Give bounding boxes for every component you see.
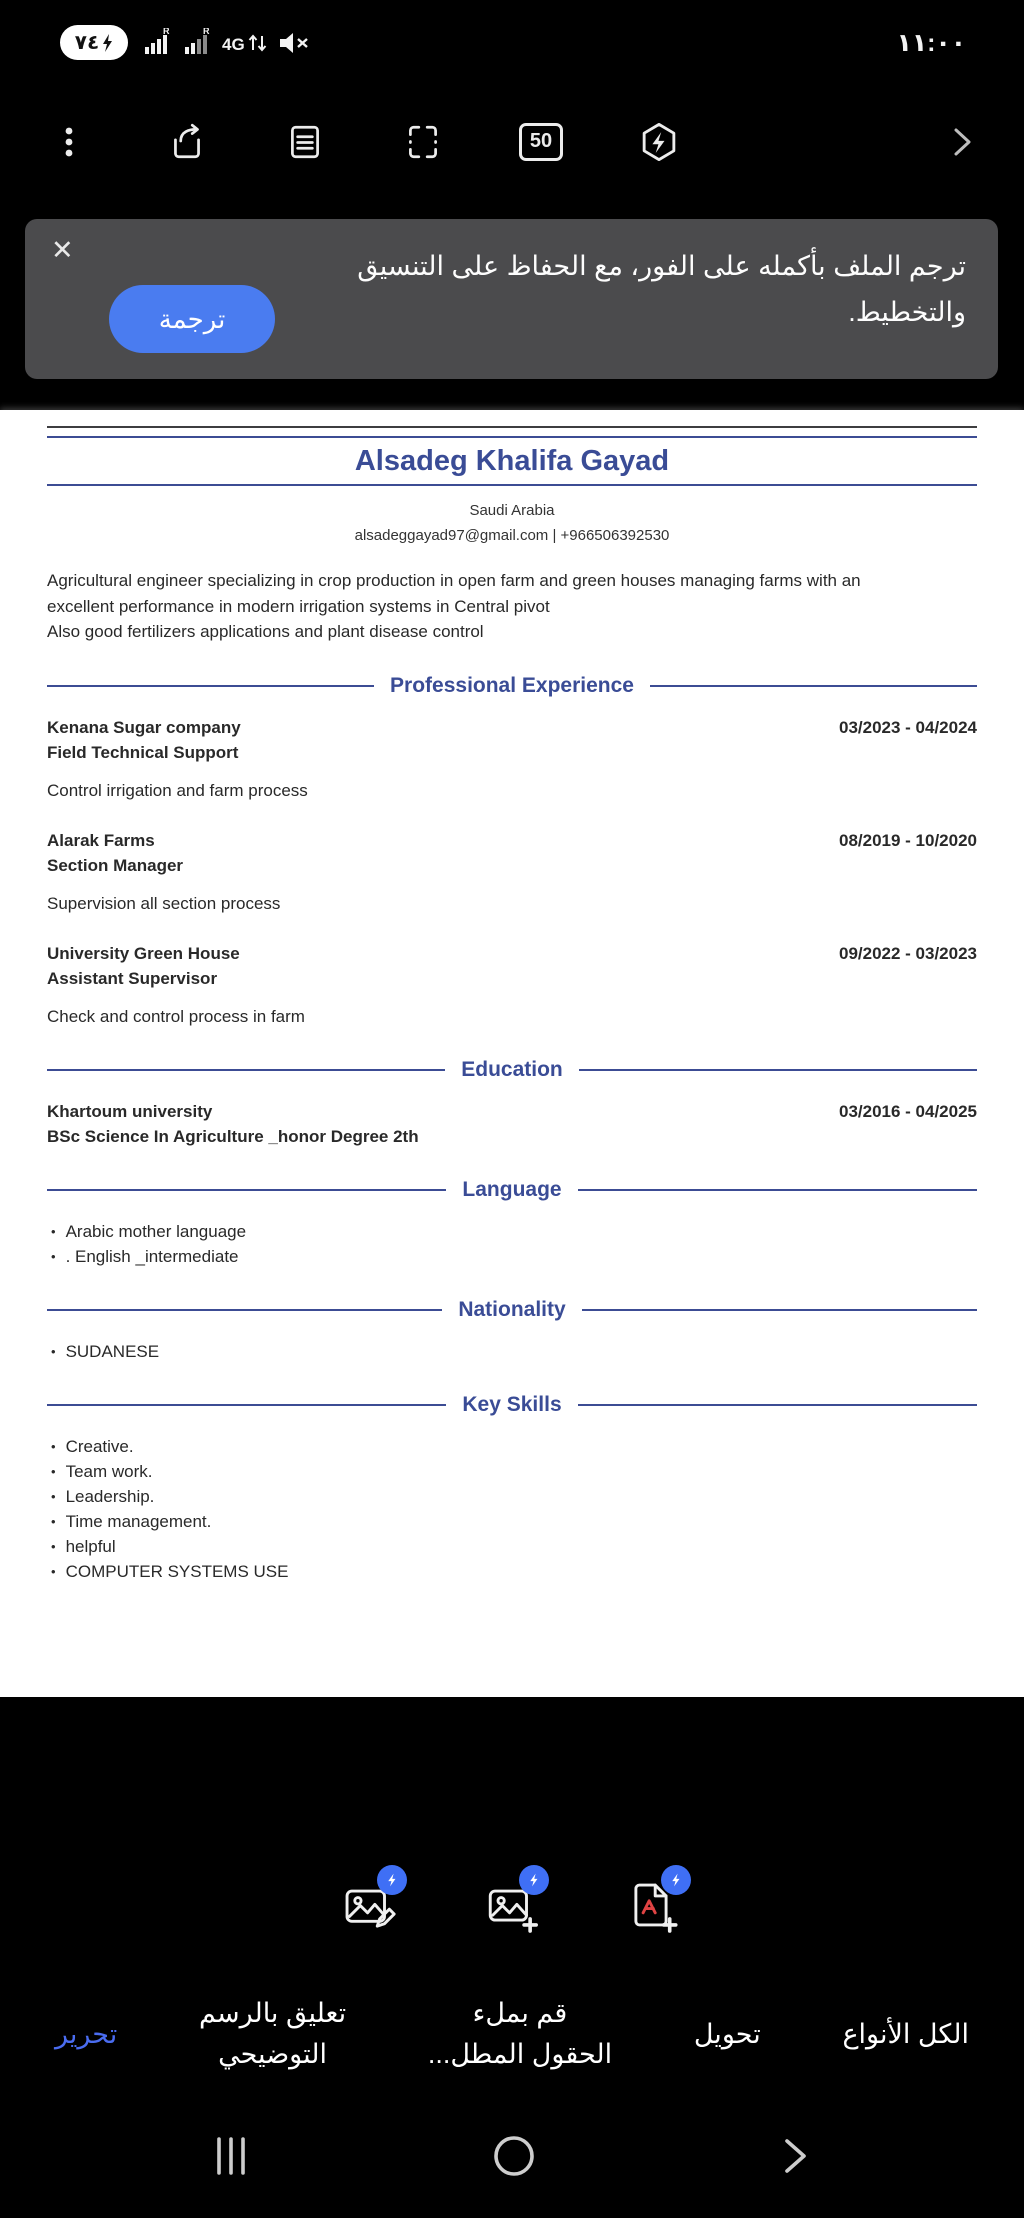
resume-summary: Agricultural engineer specializing in crop production in open farm and green houses managing farms with an excellent performance in modern irrigation systems in Central pivot Also good fertilizers applications and plant disease control (47, 571, 861, 641)
ai-hexagon-bolt-icon[interactable] (637, 120, 681, 164)
annotate-image-icon[interactable] (341, 1879, 399, 1937)
entry-dates: 03/2023 - 04/2024 (838, 717, 977, 737)
top-toolbar (0, 85, 1024, 198)
home-icon[interactable] (491, 2133, 537, 2184)
mobile-view-icon[interactable] (283, 120, 327, 164)
translate-button[interactable]: ترجمة (109, 285, 275, 353)
clock: ١١:٠٠ (896, 28, 966, 57)
document-page[interactable] (0, 410, 1024, 1697)
svg-text:R: R (203, 27, 210, 36)
resume-location: Saudi Arabia (469, 502, 555, 519)
tab-convert[interactable]: تحويل (693, 2018, 761, 2049)
list-item: • Time management. (51, 1511, 212, 1531)
entry-company: University Green House (47, 943, 240, 963)
section-heading-skills: Key Skills (47, 1390, 977, 1420)
entry-company: Kenana Sugar company (47, 717, 241, 737)
section-heading-education: Education (47, 1055, 977, 1085)
recent-apps-icon[interactable] (208, 2133, 254, 2184)
page-top-rule (47, 426, 977, 428)
entry-role: Section Manager (47, 855, 184, 875)
status-bar (0, 0, 1024, 85)
overflow-menu-icon[interactable] (47, 120, 91, 164)
network-4g-icon (222, 28, 268, 58)
tooltip-message: ترجم الملف بأكمله على الفور، مع الحفاظ على التنسيق والتخطيط. (357, 251, 966, 327)
section-heading-experience: Professional Experience (47, 671, 977, 701)
list-item: • Leadership. (51, 1486, 155, 1506)
signal-roaming-icon-2 (182, 28, 212, 58)
bottom-tabs (0, 1979, 1024, 2089)
list-item: • Arabic mother language (51, 1221, 247, 1241)
entry-company: Alarak Farms (47, 830, 155, 850)
more-tools-chevron-icon[interactable] (940, 120, 984, 164)
resume-header (47, 436, 977, 486)
entry-description: Supervision all section process (47, 893, 281, 913)
entry-description: Control irrigation and farm process (47, 780, 308, 800)
close-icon[interactable]: ✕ (51, 235, 74, 265)
resume-contact: alsadeggayad97@gmail.com | +966506392530 (354, 527, 670, 544)
entry-role: Assistant Supervisor (47, 968, 218, 988)
tab-annotate[interactable]: تعليق بالرسم التوضيحي (198, 1998, 347, 2069)
entry-degree: BSc Science In Agriculture _honor Degree 2th (47, 1126, 419, 1146)
bottom-panel (0, 1697, 1024, 2218)
entry-description: Check and control process in farm (47, 1006, 305, 1026)
ai-badge-icon (661, 1865, 691, 1895)
entry-role: Field Technical Support (47, 742, 239, 762)
signal-roaming-icon (142, 28, 172, 58)
battery-indicator (60, 25, 128, 60)
experience-entry (47, 828, 977, 916)
android-nav-bar (0, 2098, 1024, 2218)
ai-badge-icon (519, 1865, 549, 1895)
education-entry (47, 1099, 977, 1149)
back-icon[interactable] (774, 2133, 816, 2184)
svg-text:4G: 4G (222, 34, 245, 54)
translate-tooltip (25, 219, 998, 379)
list-item: • Team work. (51, 1461, 153, 1481)
entry-dates: 08/2019 - 10/2020 (838, 830, 977, 850)
share-export-icon[interactable] (165, 120, 209, 164)
page-number-badge[interactable]: 50 (519, 120, 563, 164)
charging-bolt-icon (102, 34, 113, 52)
battery-percent: ٧٤ (74, 32, 100, 54)
entry-school: Khartoum university (47, 1101, 213, 1121)
list-item: • . English _intermediate (51, 1246, 239, 1266)
quick-actions (0, 1879, 1024, 1937)
tab-fill-fields[interactable]: قم بملء الحقول المطل... (427, 1998, 613, 2069)
list-item: • SUDANESE (51, 1341, 160, 1361)
fit-page-icon[interactable] (401, 120, 445, 164)
language-list (47, 1219, 977, 1269)
add-marked-document-icon[interactable] (625, 1879, 683, 1937)
experience-entry (47, 941, 977, 1029)
nationality-list (47, 1339, 977, 1364)
section-heading-language: Language (47, 1175, 977, 1205)
tab-edit[interactable]: تحرير (55, 2018, 118, 2049)
experience-entry (47, 715, 977, 803)
entry-dates: 03/2016 - 04/2025 (838, 1101, 977, 1121)
tab-all-types[interactable]: الكل الأنواع (842, 2018, 969, 2049)
svg-text:R: R (163, 27, 170, 36)
resume-name: Alsadeg Khalifa Gayad (354, 445, 670, 477)
add-image-icon[interactable] (483, 1879, 541, 1937)
list-item: • COMPUTER SYSTEMS USE (51, 1561, 289, 1581)
section-heading-nationality: Nationality (47, 1295, 977, 1325)
list-item: • helpful (51, 1536, 116, 1556)
skills-list (47, 1434, 977, 1584)
sound-muted-icon (278, 28, 310, 58)
ai-badge-icon (377, 1865, 407, 1895)
entry-dates: 09/2022 - 03/2023 (838, 943, 977, 963)
list-item: • Creative. (51, 1436, 134, 1456)
